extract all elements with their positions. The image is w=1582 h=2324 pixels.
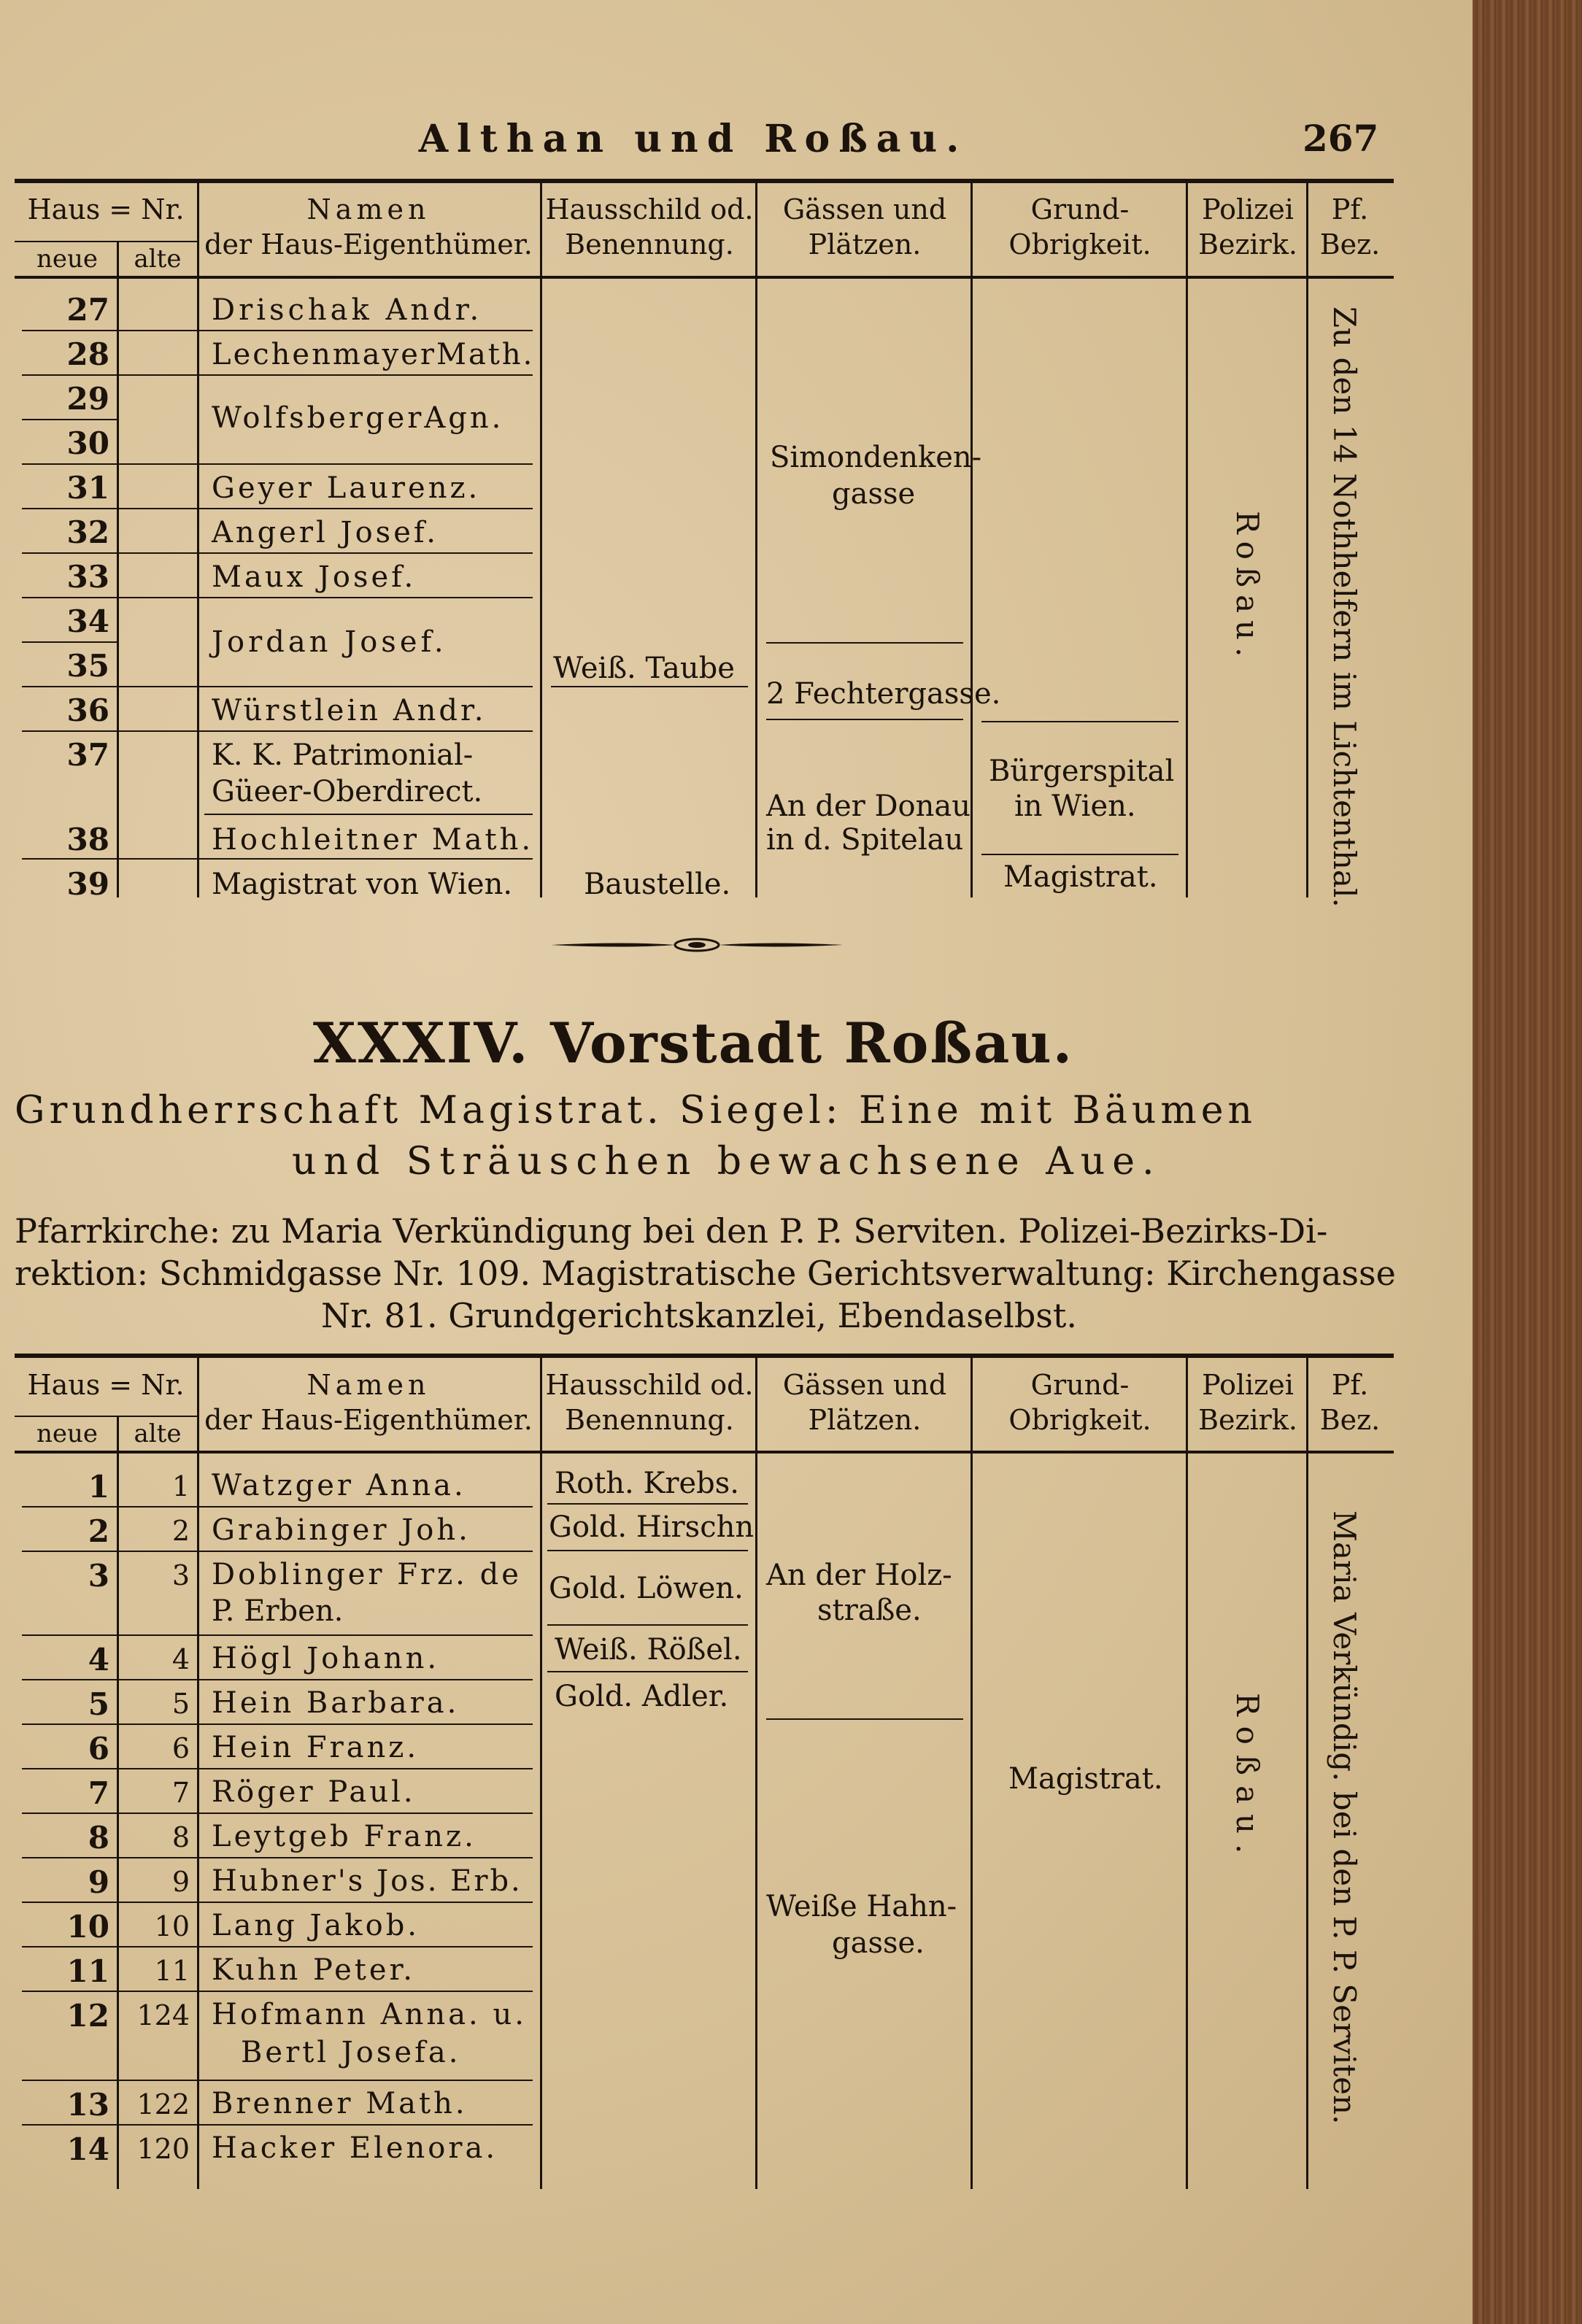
col-alte: alte — [134, 1419, 182, 1448]
owner-name: Drischak Andr. — [212, 293, 483, 327]
col-polizei-sub: Bezirk. — [1198, 1404, 1297, 1436]
house-number-old: 10 — [154, 1910, 190, 1942]
authority: in Wien. — [1014, 790, 1136, 823]
paragraph-line-2: rektion: Schmidgasse Nr. 109. Magistratische Gerichtsverwaltung: Kirchengasse — [15, 1254, 1396, 1293]
col-namen-sub: der Haus-Eigenthümer. — [204, 1404, 533, 1436]
col-gassen: Gässen und — [782, 1369, 947, 1401]
police-district: Roßau. — [1230, 1693, 1265, 1864]
section-title: XXXIV. Vorstadt Roßau. — [312, 1011, 1074, 1076]
house-number-old: 5 — [171, 1688, 190, 1720]
book-edge — [1473, 0, 1582, 2324]
house-sign: Weiß. Taube — [553, 652, 735, 685]
street-name: Weiße Hahn- — [766, 1890, 957, 1923]
house-number: 27 — [66, 292, 109, 328]
owner-name: Hacker Elenora. — [212, 2131, 498, 2165]
house-number: 38 — [66, 822, 109, 857]
house-number: 37 — [66, 737, 109, 773]
house-number-new: 9 — [88, 1864, 109, 1900]
house-number: 33 — [66, 559, 109, 595]
paragraph-line-3: Nr. 81. Grundgerichtskanzlei, Ebendaselbst. — [321, 1296, 1077, 1335]
owner-name: Kuhn Peter. — [212, 1953, 415, 1987]
col-polizei: Polizei — [1202, 193, 1294, 225]
house-number-old: 2 — [171, 1515, 190, 1547]
col-schild: Hausschild od. — [545, 1369, 754, 1401]
house-number-new: 6 — [88, 1731, 109, 1767]
col-pf: Pf. — [1331, 193, 1369, 225]
house-sign: Gold. Adler. — [555, 1680, 729, 1713]
col-grund-sub: Obrigkeit. — [1008, 228, 1151, 260]
house-sign: Baustelle. — [584, 868, 731, 901]
street-name: gasse — [832, 477, 916, 511]
house-number-new: 7 — [88, 1775, 109, 1811]
parish: Maria Verkündig. bei den P. P. Serviten. — [1327, 1510, 1362, 2125]
house-number: 36 — [66, 692, 109, 728]
house-number-old: 124 — [136, 1999, 190, 2031]
col-grund: Grund- — [1030, 193, 1130, 225]
owner-name: Grabinger Joh. — [212, 1513, 471, 1547]
running-title: Althan und Roßau. — [418, 117, 968, 161]
parish: Zu den 14 Nothhelfern im Lichtenthal. — [1327, 306, 1362, 908]
owner-name: Hubner's Jos. Erb. — [212, 1864, 522, 1898]
house-number: 30 — [66, 425, 109, 461]
house-sign: Roth. Krebs. — [555, 1467, 739, 1500]
owner-name: Geyer Laurenz. — [212, 471, 481, 505]
ornament-divider — [551, 937, 843, 953]
house-number-old: 9 — [171, 1866, 190, 1898]
house-number-old: 1 — [171, 1470, 190, 1502]
owner-name: Maux Josef. — [212, 560, 417, 594]
owner-name: Bertl Josefa. — [241, 2036, 461, 2069]
owner-name: Leytgeb Franz. — [212, 1820, 476, 1853]
col-namen: Namen — [306, 193, 431, 225]
street-name: An der Holz- — [766, 1559, 952, 1592]
col-gassen: Gässen und — [782, 193, 947, 225]
seal-line-1: Grundherrschaft Magistrat. Siegel: Eine mit Bäumen — [15, 1089, 1257, 1132]
seal-line-2: und Sträuschen bewachsene Aue. — [292, 1140, 1162, 1184]
house-number-old: 3 — [171, 1559, 190, 1591]
owner-name: Watzger Anna. — [212, 1469, 466, 1502]
house-number-new: 8 — [88, 1820, 109, 1856]
house-number-new: 13 — [66, 2087, 109, 2123]
street-name: 2 Fechtergasse. — [766, 677, 1001, 711]
owner-name: Röger Paul. — [212, 1775, 416, 1809]
owner-name: Hochleitner Math. — [212, 823, 534, 857]
col-polizei: Polizei — [1202, 1369, 1294, 1401]
page-number: 267 — [1303, 117, 1379, 160]
col-schild: Hausschild od. — [545, 193, 754, 225]
owner-name: Brenner Math. — [212, 2087, 468, 2120]
house-number: 34 — [66, 603, 109, 639]
col-pf-sub: Bez. — [1319, 228, 1381, 260]
owner-name: P. Erben. — [212, 1594, 344, 1628]
owner-name: Würstlein Andr. — [212, 694, 487, 727]
col-schild-sub: Benennung. — [565, 1404, 734, 1436]
col-pf: Pf. — [1331, 1369, 1369, 1401]
house-number-new: 12 — [66, 1998, 109, 2034]
owner-name: K. K. Patrimonial- — [212, 738, 474, 772]
street-name: An der Donau — [766, 790, 971, 823]
street-name: straße. — [817, 1594, 922, 1627]
owner-name: Hein Barbara. — [212, 1686, 460, 1720]
owner-name: Angerl Josef. — [212, 516, 439, 549]
col-gassen-sub: Plätzen. — [808, 228, 922, 260]
col-neue: neue — [36, 244, 99, 274]
house-sign: Gold. Hirschn — [549, 1510, 755, 1544]
house-number-new: 4 — [88, 1642, 109, 1678]
authority: Magistrat. — [1008, 1762, 1163, 1796]
house-number-new: 14 — [66, 2131, 109, 2167]
col-namen-sub: der Haus-Eigenthümer. — [204, 228, 533, 260]
house-number-new: 2 — [88, 1513, 109, 1549]
house-number-new: 11 — [66, 1953, 109, 1989]
owner-name: Doblinger Frz. de — [212, 1558, 522, 1591]
street-name: gasse. — [832, 1926, 925, 1960]
col-pf-sub: Bez. — [1319, 1404, 1381, 1436]
col-haus-nr: Haus = Nr. — [27, 1369, 185, 1401]
owner-name: Magistrat von Wien. — [212, 868, 513, 901]
authority: Magistrat. — [1003, 860, 1158, 894]
house-number: 29 — [66, 381, 109, 417]
house-sign: Weiß. Rößel. — [555, 1633, 742, 1667]
house-number-old: 122 — [136, 2088, 190, 2120]
house-sign: Gold. Löwen. — [549, 1572, 744, 1605]
col-grund: Grund- — [1030, 1369, 1130, 1401]
house-number-old: 120 — [136, 2133, 190, 2165]
house-number: 28 — [66, 336, 109, 372]
street-name: Simondenken- — [770, 441, 982, 474]
owner-name: WolfsbergerAgn. — [212, 401, 504, 435]
col-alte: alte — [134, 244, 182, 274]
owner-name: Hofmann Anna. u. — [212, 1998, 527, 2031]
owner-name: Hein Franz. — [212, 1731, 420, 1764]
house-number-new: 3 — [88, 1558, 109, 1594]
house-number-old: 4 — [171, 1643, 190, 1675]
house-number: 35 — [66, 648, 109, 684]
house-number-old: 6 — [171, 1732, 190, 1764]
owner-name: Jordan Josef. — [212, 625, 447, 659]
owner-name: Lang Jakob. — [212, 1909, 420, 1942]
col-polizei-sub: Bezirk. — [1198, 228, 1297, 260]
col-haus-nr: Haus = Nr. — [27, 193, 185, 225]
house-number-old: 7 — [171, 1777, 190, 1809]
col-grund-sub: Obrigkeit. — [1008, 1404, 1151, 1436]
owner-name: Högl Johann. — [212, 1642, 440, 1675]
col-neue: neue — [36, 1419, 99, 1448]
street-name: in d. Spitelau — [766, 823, 964, 857]
paragraph-line-1: Pfarrkirche: zu Maria Verkündigung bei den P. P. Serviten. Polizei-Bezirks-Di- — [15, 1211, 1328, 1251]
col-namen: Namen — [306, 1369, 431, 1401]
col-gassen-sub: Plätzen. — [808, 1404, 922, 1436]
owner-name: LechenmayerMath. — [212, 338, 535, 371]
house-number-new: 5 — [88, 1686, 109, 1722]
house-number-new: 1 — [88, 1469, 109, 1505]
authority: Bürgerspital — [989, 754, 1175, 788]
col-schild-sub: Benennung. — [565, 228, 734, 260]
house-number: 31 — [66, 470, 109, 506]
police-district: Roßau. — [1230, 511, 1265, 665]
house-number-new: 10 — [66, 1909, 109, 1945]
house-number-old: 8 — [171, 1821, 190, 1853]
house-number-old: 11 — [154, 1955, 190, 1987]
house-number: 39 — [66, 866, 109, 902]
house-number: 32 — [66, 514, 109, 550]
owner-name: Güeer-Oberdirect. — [212, 775, 483, 808]
